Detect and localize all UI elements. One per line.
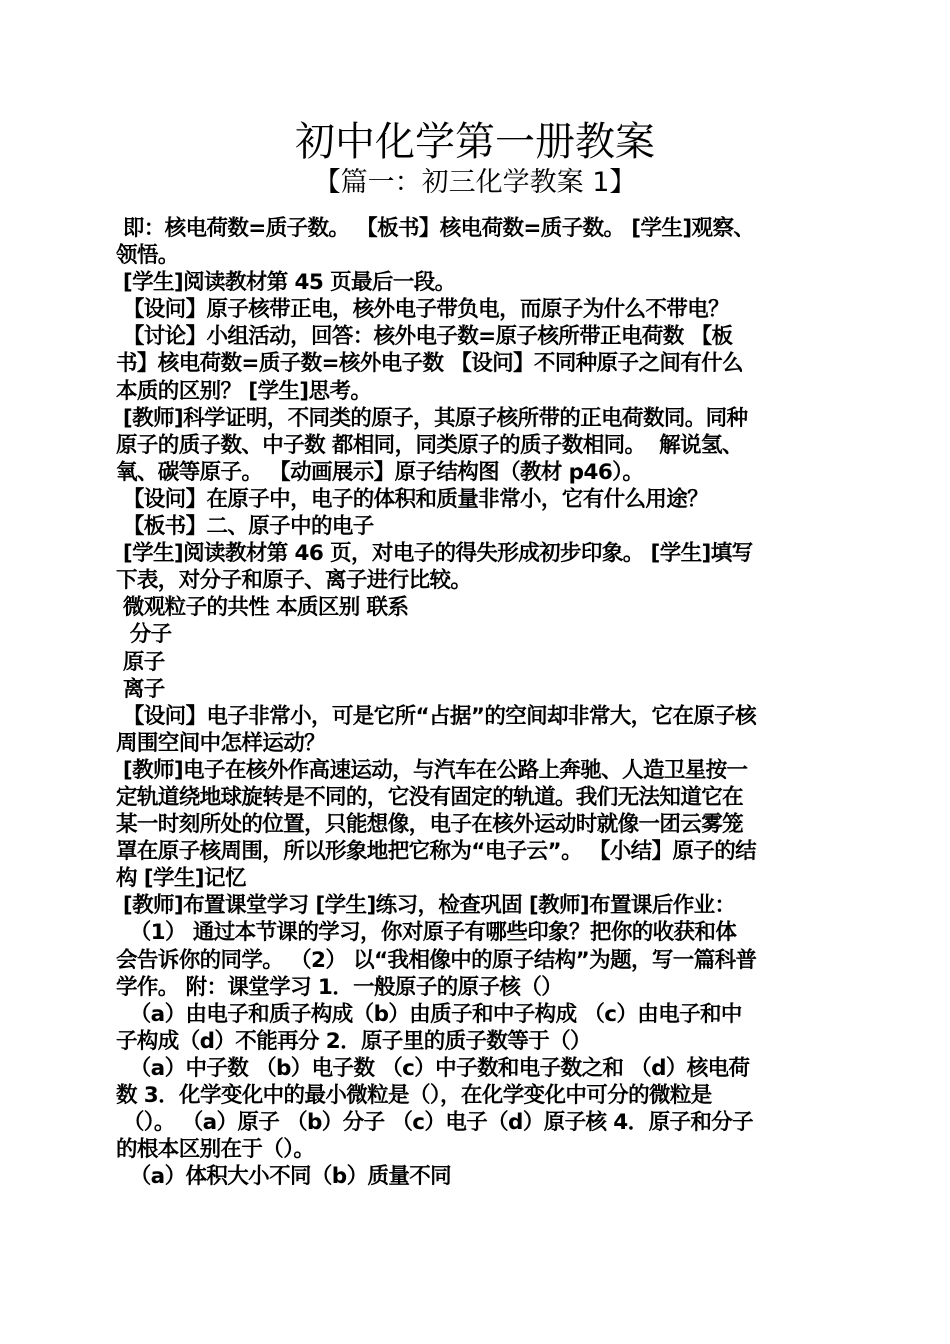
page-subtitle: 【篇一：初三化学教案 1】 [313, 167, 637, 198]
text-line: 数 3．化学变化中的最小微粒是（），在化学变化中可分的微粒是 [116, 1083, 712, 1108]
text-line: （a）体积大小不同（b）质量不同 [116, 1164, 452, 1190]
text-line: [教师]科学证明，不同类的原子，其原子核所带的正电荷数同。同种 [116, 405, 748, 431]
text-line: 某一时刻所处的位置，只能想像，电子在核外运动时就像一团云雾笼 [116, 812, 744, 838]
text-line: [教师]布置课堂学习 [学生]练习，检查巩固 [教师]布置课后作业： [116, 893, 736, 919]
text-line: [学生]阅读教材第 45 页最后一段。 [116, 270, 456, 296]
text-line: 下表，对分子和原子、离子进行比较。 [116, 568, 472, 594]
text-line: 周围空间中怎样运动？ [116, 730, 326, 756]
text-line: 原子的质子数、中子数 都相同，同类原子的质子数相同。 解说氢、 [116, 432, 743, 458]
text-line: 微观粒子的共性 本质区别 联系 [116, 595, 409, 621]
text-line: 书】核电荷数=质子数=核外电子数 【设问】不同种原子之间有什么 [116, 351, 743, 377]
text-line: 即：核电荷数=质子数。 【板书】核电荷数=质子数。 [学生]观察、 [116, 216, 755, 241]
text-line: 会告诉你的同学。 （2） 以“我相像中的原子结构”为题，写一篇科普 [116, 947, 757, 973]
text-line: 【设问】电子非常小，可是它所“占据”的空间却非常大，它在原子核 [116, 703, 757, 729]
text-line: 【板书】二、原子中的电子 [116, 514, 374, 540]
text-line: 【设问】在原子中，电子的体积和质量非常小，它有什么用途？ [116, 486, 709, 512]
text-line: 分子 [116, 622, 172, 648]
text-line: 学作。 附：课堂学习 1．一般原子的原子核（） [116, 974, 563, 1000]
text-line: 【讨论】小组活动，回答：核外电子数=原子核所带正电荷数 【板 [116, 324, 733, 350]
text-line: （1） 通过本节课的学习，你对原子有哪些印象？把你的收获和体 [116, 920, 737, 946]
text-line: 子构成（d）不能再分 2．原子里的质子数等于（） [116, 1028, 591, 1054]
text-line: [教师]电子在核外作高速运动，与汽车在公路上奔驰、人造卫星按一 [116, 757, 748, 783]
text-line: （）。 （a）原子 （b）分子 （c）电子（d）原子核 4．原子和分子 [116, 1110, 754, 1136]
text-line: 罩在原子核周围，所以形象地把它称为“电子云”。 【小结】原子的结 [116, 839, 757, 865]
text-line: 离子 [116, 676, 165, 702]
body-text [116, 215, 838, 1190]
text-line: 领悟。 [116, 243, 179, 269]
text-line: （a）中子数 （b）电子数 （c）中子数和电子数之和 （d）核电荷 [116, 1055, 750, 1081]
page-title: 初中化学第一册教案 [295, 119, 655, 165]
text-line: 氧、碳等原子。 【动画展示】原子结构图（教材 p46）。 [116, 459, 644, 485]
text-line: 构 [学生]记忆 [116, 866, 246, 892]
text-line: 的根本区别在于（）。 [116, 1137, 315, 1163]
text-line: 【设问】原子核带正电，核外电子带负电，而原子为什么不带电？ [116, 297, 729, 323]
text-line: 本质的区别？ [学生]思考。 [116, 378, 372, 404]
text-line: [学生]阅读教材第 46 页，对电子的得失形成初步印象。 [学生]填写 [116, 541, 753, 567]
text-line: 定轨道绕地球旋转是不同的，它没有固定的轨道。我们无法知道它在 [116, 784, 744, 810]
text-line: 原子 [116, 649, 165, 675]
text-line: （a）由电子和质子构成（b）由质子和中子构成 （c）由电子和中 [116, 1001, 742, 1027]
